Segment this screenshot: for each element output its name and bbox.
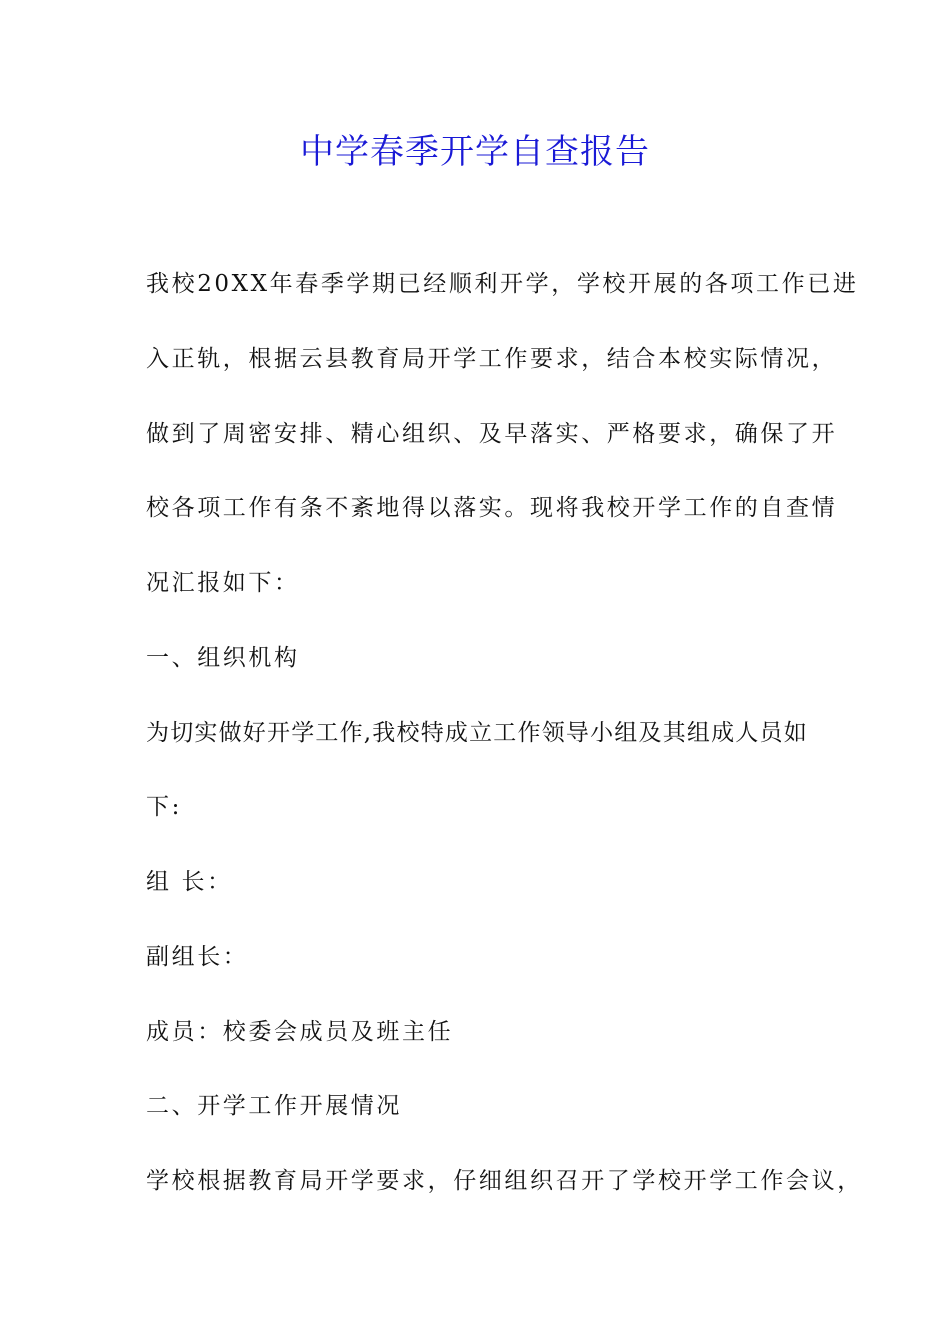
group-leader-line: 组 长： — [146, 869, 233, 895]
paragraph-line: 我校20XX年春季学期已经顺利开学，学校开展的各项工作已进 — [146, 271, 859, 297]
members-line: 成员：校委会成员及班主任 — [146, 1019, 454, 1045]
paragraph-line: 入正轨，根据云县教育局开学工作要求，结合本校实际情况， — [146, 346, 838, 372]
deputy-leader-line: 副组长： — [146, 944, 249, 970]
paragraph-line: 做到了周密安排、精心组织、及早落实、严格要求，确保了开 — [146, 421, 838, 447]
paragraph-line: 校各项工作有条不紊地得以落实。现将我校开学工作的自查情 — [146, 495, 838, 521]
paragraph-line: 况汇报如下： — [146, 570, 300, 596]
section-heading: 一、组织机构 — [146, 645, 300, 671]
paragraph-line: 下: — [146, 794, 182, 820]
section-heading: 二、开学工作开展情况 — [146, 1093, 402, 1119]
paragraph-line: 为切实做好开学工作,我校特成立工作领导小组及其组成人员如 — [146, 720, 808, 746]
paragraph-line: 学校根据教育局开学要求，仔细组织召开了学校开学工作会议， — [146, 1168, 863, 1194]
document-title: 中学春季开学自查报告 — [300, 132, 650, 172]
